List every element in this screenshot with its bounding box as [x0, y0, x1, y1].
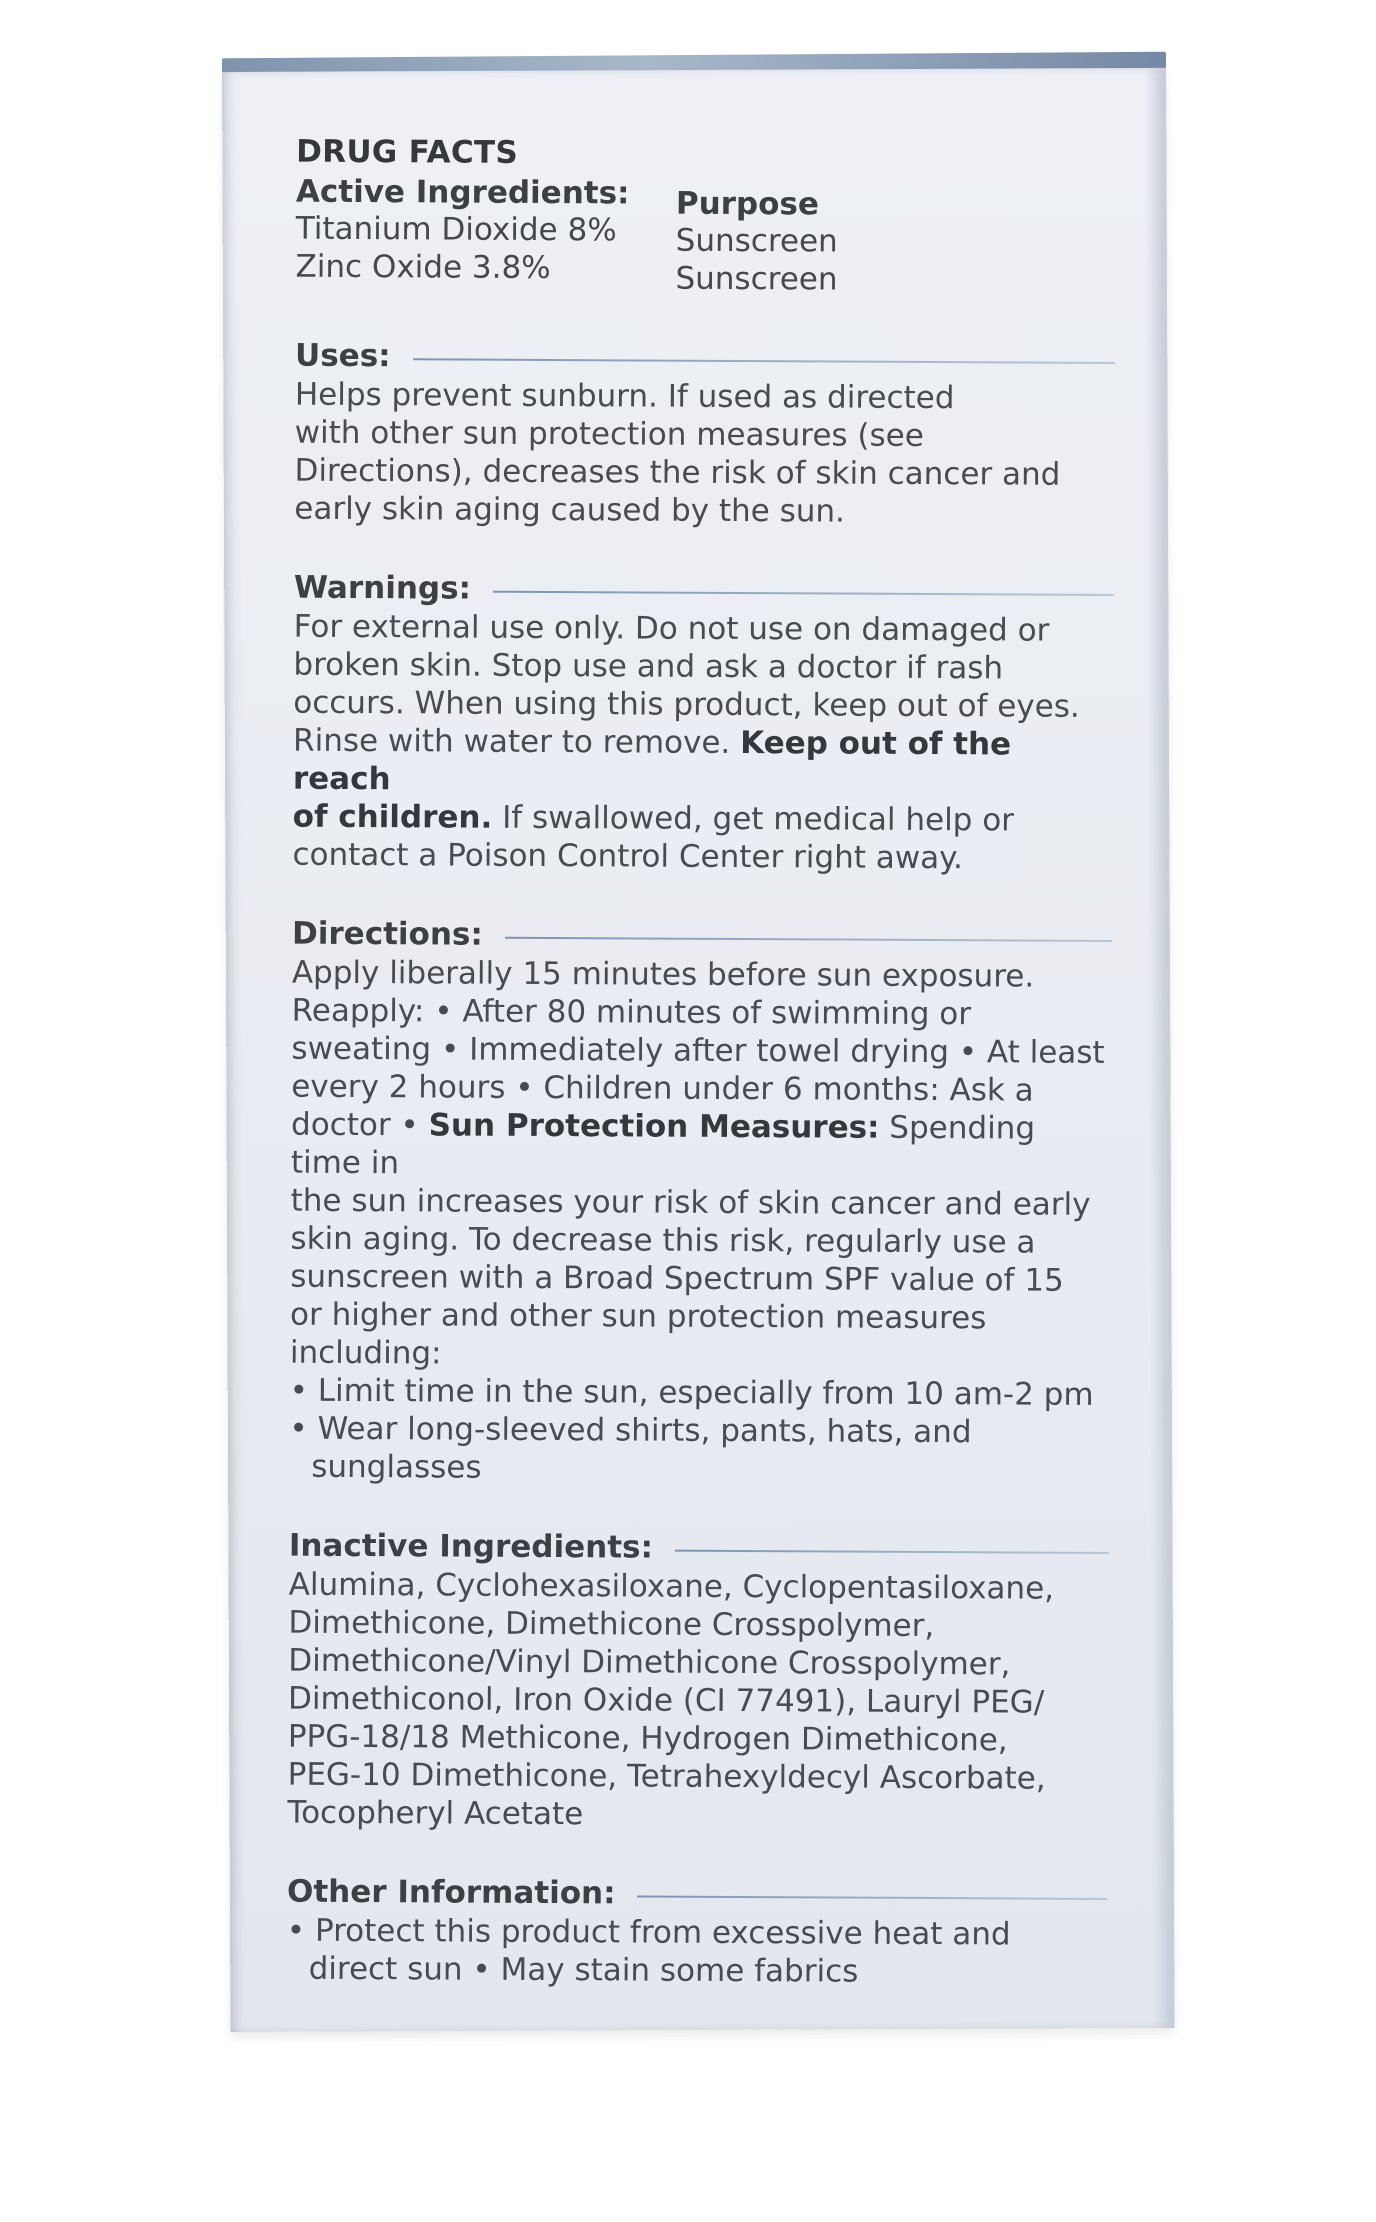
purpose-column — [675, 176, 838, 299]
directions-bullet: • Wear long-sleeved shirts, pants, hats, and — [289, 1410, 972, 1451]
section-divider — [413, 358, 1116, 364]
inactive-ingredients-line: PEG-10 Dimethicone, Tetrahexyldecyl Ascorbate, — [287, 1756, 1046, 1797]
directions-bullet: • Limit time in the sun, especially from 10 am-2 pm — [289, 1372, 1094, 1413]
section-divider — [505, 937, 1112, 942]
directions-line: Apply liberally 15 minutes before sun exposure. — [291, 954, 1035, 995]
warnings-line: broken skin. Stop use and ask a doctor if rash — [293, 646, 1004, 687]
uses-line: Helps prevent sunburn. If used as directed — [294, 376, 955, 417]
warnings-text: Rinse with water to remove. — [292, 722, 741, 762]
uses-line: early skin aging caused by the sun. — [294, 490, 846, 530]
directions-line: sunscreen with a Broad Spectrum SPF value of 15 — [290, 1258, 1064, 1299]
directions-line: the sun increases your risk of skin cancer and early — [290, 1182, 1091, 1223]
warnings-line: occurs. When using this product, keep out of eyes. — [293, 684, 1080, 725]
section-divider — [637, 1895, 1107, 1899]
other-information-header — [287, 1874, 1107, 1914]
inactive-ingredients-line: Dimethiconol, Iron Oxide (CI 77491), Lauryl PEG/ — [287, 1680, 1045, 1721]
inactive-ingredients-line: Dimethicone, Dimethicone Crosspolymer, — [288, 1604, 935, 1645]
directions-section — [289, 916, 1112, 1490]
drug-facts-content — [287, 134, 1117, 1992]
directions-line: every 2 hours • Children under 6 months: Ask a — [291, 1068, 1034, 1109]
warnings-line — [293, 722, 1113, 802]
other-information-line: direct sun • May stain some fabrics — [308, 1950, 859, 1990]
active-ingredients-table — [295, 174, 1116, 300]
warnings-heading: Warnings: — [293, 569, 472, 607]
panel-right-edge — [1144, 68, 1175, 2028]
warnings-section — [292, 570, 1114, 878]
directions-text: doctor • — [290, 1106, 429, 1144]
warnings-line — [293, 798, 1113, 840]
section-divider — [493, 591, 1114, 596]
inactive-ingredients-header — [289, 1528, 1109, 1568]
uses-line: with other sun protection measures (see — [294, 414, 924, 454]
active-ingredients-heading: Active Ingredients: — [295, 173, 630, 212]
warnings-line: contact a Poison Control Center right away. — [292, 836, 964, 877]
inactive-ingredients-line: PPG-18/18 Methicone, Hydrogen Dimethicone, — [287, 1718, 1008, 1759]
directions-line: sweating • Immediately after towel drying • At least — [291, 1030, 1105, 1071]
directions-line: skin aging. To decrease this risk, regularly use a — [290, 1220, 1036, 1261]
other-information-section — [287, 1874, 1108, 1992]
other-information-heading: Other Information: — [286, 1873, 616, 1912]
directions-heading: Directions: — [291, 915, 483, 953]
inactive-ingredients-line: Tocopheryl Acetate — [287, 1794, 584, 1833]
directions-line: Reapply: • After 80 minutes of swimming or — [291, 992, 972, 1033]
directions-line: including: — [289, 1334, 442, 1372]
warnings-text: If swallowed, get medical help or — [492, 799, 1015, 839]
keep-out-of-reach-emphasis: of children. — [292, 798, 493, 836]
uses-line: Directions), decreases the risk of skin cancer and — [294, 452, 1061, 493]
purpose-heading: Purpose — [675, 185, 820, 223]
other-information-line: • Protect this product from excessive heat and — [286, 1912, 1011, 1953]
inactive-ingredients-line: Alumina, Cyclohexasiloxane, Cyclopentasiloxane, — [288, 1566, 1055, 1607]
drug-facts-panel — [222, 68, 1175, 2032]
uses-heading: Uses: — [295, 337, 391, 375]
purpose-value: Sunscreen — [675, 222, 838, 260]
directions-line: or higher and other sun protection measures — [289, 1296, 987, 1337]
active-ingredient-name: Zinc Oxide 3.8% — [295, 248, 551, 287]
directions-text: Spending time in — [290, 1109, 1036, 1182]
inactive-ingredients-heading: Inactive Ingredients: — [288, 1527, 654, 1566]
section-divider — [675, 1550, 1109, 1554]
directions-bullet-continuation: sunglasses — [311, 1448, 482, 1486]
uses-header — [295, 338, 1115, 378]
directions-line — [291, 1106, 1111, 1186]
inactive-ingredients-line: Dimethicone/Vinyl Dimethicone Crosspolymer, — [288, 1642, 1011, 1683]
directions-header — [292, 916, 1112, 956]
drug-facts-title: DRUG FACTS — [296, 133, 519, 171]
sun-protection-measures-heading: Sun Protection Measures: — [428, 1107, 880, 1146]
uses-section — [294, 338, 1115, 532]
active-ingredient-name: Titanium Dioxide 8% — [295, 210, 617, 249]
purpose-value: Sunscreen — [675, 260, 838, 298]
keep-out-of-reach-emphasis: Keep out of the reach — [292, 725, 1012, 798]
active-ingredients-column — [295, 174, 676, 298]
inactive-ingredients-section — [287, 1528, 1109, 1836]
warnings-header — [294, 570, 1114, 610]
warnings-line: For external use only. Do not use on damaged or — [293, 608, 1050, 649]
